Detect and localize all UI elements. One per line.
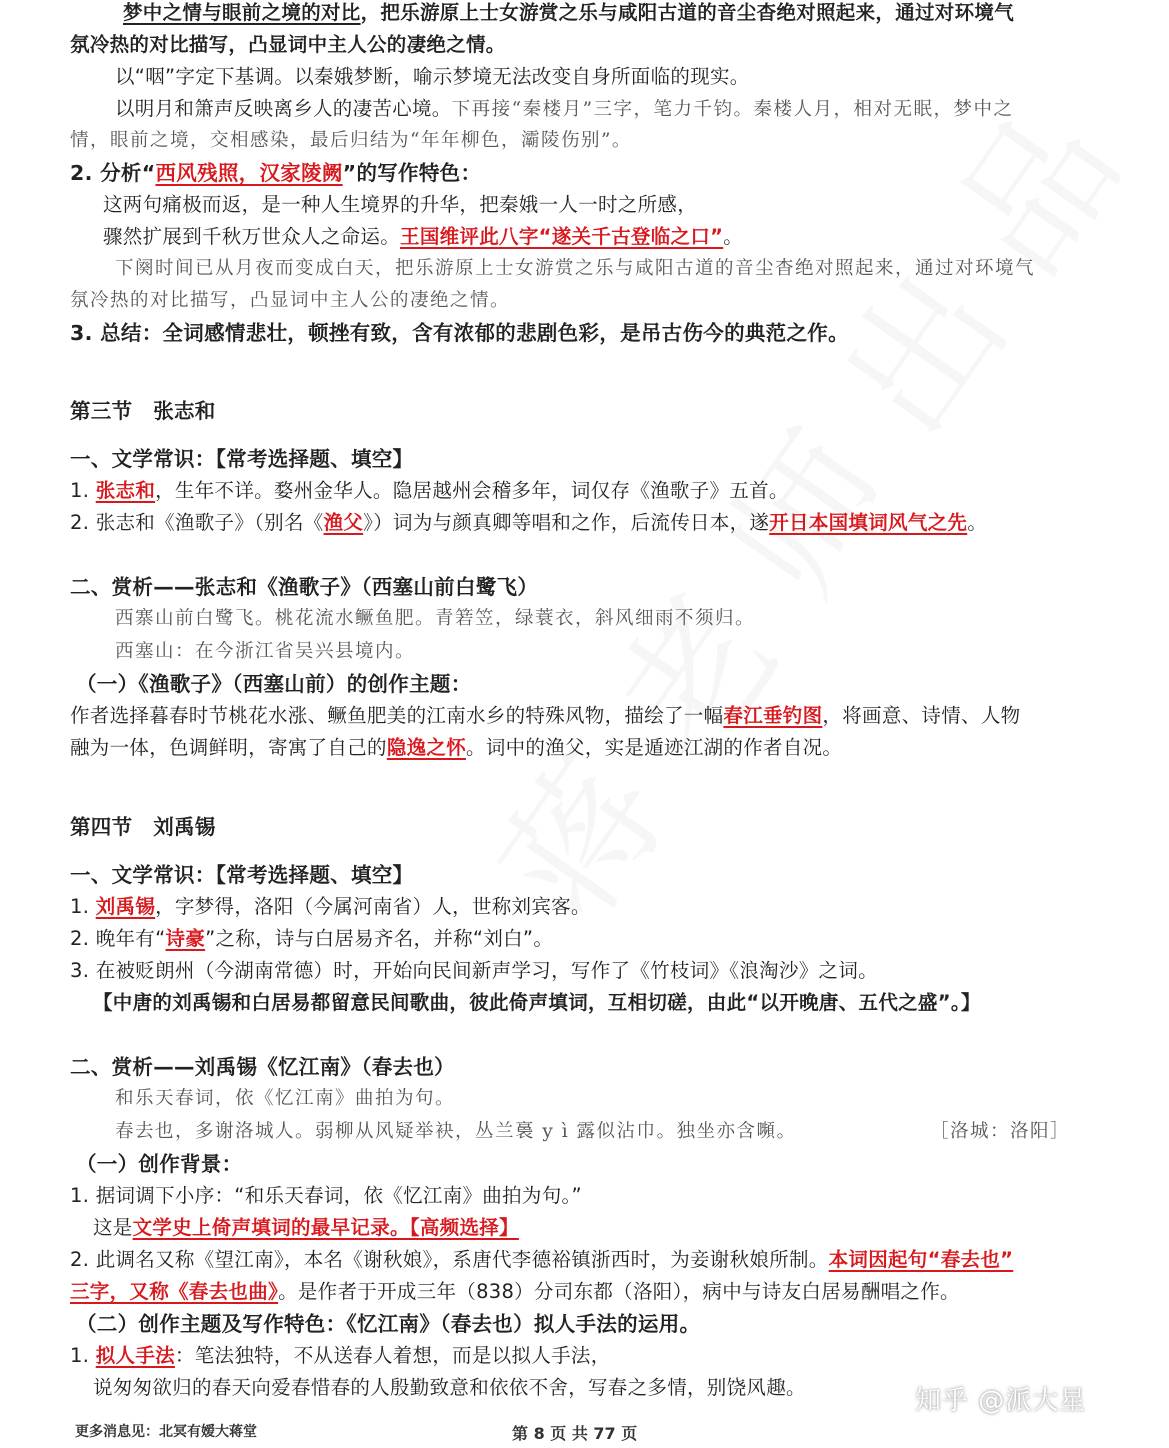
paragraph-line [70,1278,960,1306]
list-item [70,925,553,953]
text: ：笔法独特，不从送春人着想，而是以拟人手法， [174,1344,611,1367]
subheading: （二）创作主题及写作特色：《忆江南》（春去也）拟人手法的运用。 [76,1312,701,1336]
note-line: 【中唐的刘禹锡和白居易都留意民间歌曲，彼此倚声填词，互相切磋，由此“以开晚唐、五代之盛”。】 [93,991,981,1014]
text: 2. 此调名又称《望江南》，本名《谢秋娘》，系唐代李德裕镇浙西时，为妾谢秋娘所制。 [70,1248,829,1271]
commentary-line: 下阕时间已从月夜而变成白天，把乐游原上士女游赏之乐与咸阳古道的音尘杳绝对照起来，通过对环境气 [115,258,1036,279]
paragraph-line: 这两句痛极而返，是一种人生境界的升华，把秦娥一人一时之所感， [103,193,698,216]
highlight: 刘禹锡 [95,895,156,918]
heading: 一、文学常识：【常考选择题、填空】 [70,863,414,887]
highlight: 三字，又称《春去也曲》 [70,1280,279,1303]
section-title: 第三节 张志和 [70,399,216,423]
text: 。词中的渔父，实是遁迹江湖的作者自况。 [466,736,843,759]
list-item [70,1246,1013,1274]
highlight: 渔父 [323,511,364,534]
paragraph-line: 说匆匆欲归的春天向爱春惜春的人殷勤致意和依依不舍，写春之多情，别饶风趣。 [93,1376,806,1399]
heading: 二、赏析——刘禹锡《忆江南》（春去也） [70,1055,455,1079]
paragraph-line: 氛冷热的对比描写，凸显词中主人公的凄绝之情。 [70,33,506,56]
text: ”之称，诗与白居易齐名，并称“刘白”。 [205,927,554,950]
highlight: 本词因起句“春去也” [828,1248,1014,1271]
text: 1. [70,895,96,918]
paragraph-line [115,95,1014,124]
paragraph-line [123,0,1014,27]
paragraph-line [93,1214,519,1242]
zhihu-watermark: 知乎 @派大星 [915,1386,1087,1416]
poem-line: 和乐天春词，依《忆江南》曲拍为句。 [115,1088,456,1109]
highlight: 文学史上倚声填词的最早记录。【高频选择】 [132,1216,519,1239]
text: 。 [967,511,988,534]
heading: 二、赏析——张志和《渔歌子》（西塞山前白鹭飞） [70,575,539,599]
poem-note: 西塞山：在今浙江省吴兴县境内。 [115,641,416,662]
text: 融为一体，色调鲜明，寄寓了自己的 [70,736,387,759]
highlight: 西风残照，汉家陵阙 [155,161,343,185]
paragraph-line [70,702,1020,730]
heading: 3. 总结：全词感情悲壮，顿挫有致，含有浓郁的悲剧色彩，是吊古伤今的典范之作。 [70,321,849,345]
text: ，将画意、诗情、人物 [822,704,1021,727]
section-title: 第四节 刘禹锡 [70,815,216,839]
list-item: 1. 据词调下小序：“和乐天春词，依《忆江南》曲拍为句。” [70,1184,582,1207]
subheading: （一）《渔歌子》（西塞山前）的创作主题： [76,672,472,696]
highlight: 春江垂钓图 [723,704,823,727]
paragraph-line: 以“咽”字定下基调。以秦娥梦断，喻示梦境无法改变自身所面临的现实。 [115,65,750,88]
paragraph-line [70,734,842,762]
commentary: 下再接“秦楼月”三字，笔力千钧。秦楼人月，相对无眠，梦中之 [451,99,1014,120]
poem-note: ［洛城：洛阳］ [930,1121,1071,1142]
text: 这是 [93,1216,133,1239]
text: ，字梦得，洛阳（今属河南省）人，世称刘宾客。 [155,895,591,918]
commentary-line: 氛冷热的对比描写，凸显词中主人公的凄绝之情。 [70,290,511,311]
poem-line: 西寨山前白鹭飞。桃花流水鳜鱼肥。青箬笠，绿蓑衣，斜风细雨不须归。 [115,608,756,629]
commentary-line: 情，眼前之境，交相感染，最后归结为“年年柳色，灞陵伤别”。 [70,130,632,151]
paragraph-line [103,223,743,251]
list-item [70,1342,611,1370]
text: 。 [723,225,744,248]
highlight: 诗豪 [165,927,206,950]
highlight: 开日本国填词风气之先 [769,511,968,534]
text: 1. [70,479,96,502]
poem-line: 春去也，多谢洛城人。弱柳从风疑举袂，丛兰裛 y ì 露似沾巾。独坐亦含嚬。 [115,1121,797,1142]
heading [70,159,481,187]
text: ，把乐游原上士女游赏之乐与咸阳古道的音尘杳绝对照起来，通过对环境气 [360,1,1015,24]
text: 以明月和箫声反映离乡人的凄苦心境。 [115,97,452,120]
text: 作者选择暮春时节桃花水涨、鳜鱼肥美的江南水乡的特殊风物，描绘了一幅 [70,704,724,727]
heading: 一、文学常识：【常考选择题、填空】 [70,447,414,471]
highlight: 拟人手法 [95,1344,175,1367]
text: 2. 张志和《渔歌子》（别名《 [70,511,324,534]
emphasis: 梦中之情与眼前之境的对比 [123,1,361,24]
text: ”的写作特色： [342,161,482,185]
list-item [70,477,789,505]
text: 。是作者于开成三年（838）分司东都（洛阳），病中与诗友白居易酬唱之作。 [278,1280,960,1303]
list-item: 3. 在被贬朗州（今湖南常德）时，开始向民间新声学习，写作了《竹枝词》《浪淘沙》之词。 [70,959,878,982]
highlight: 王国维评此八字“遂关千古登临之口” [400,225,724,248]
subheading: （一）创作背景： [76,1152,243,1176]
text: 骤然扩展到千秋万世众人之命运。 [103,225,401,248]
page-number: 第 8 页 共 77 页 [512,1424,638,1443]
text: 2. 分析“ [70,161,156,185]
text: 2. 晚年有“ [70,927,166,950]
text: 1. [70,1344,96,1367]
footer-source: 更多消息见：北冥有嫒大蒋堂 [75,1424,257,1440]
list-item [70,893,591,921]
list-item [70,509,987,537]
text: ，生年不详。婺州金华人。隐居越州会稽多年，词仅存《渔歌子》五首。 [155,479,789,502]
text: 》）词为与颜真卿等唱和之作，后流传日本，遂 [363,511,770,534]
highlight: 张志和 [95,479,156,502]
highlight: 隐逸之怀 [386,736,467,759]
